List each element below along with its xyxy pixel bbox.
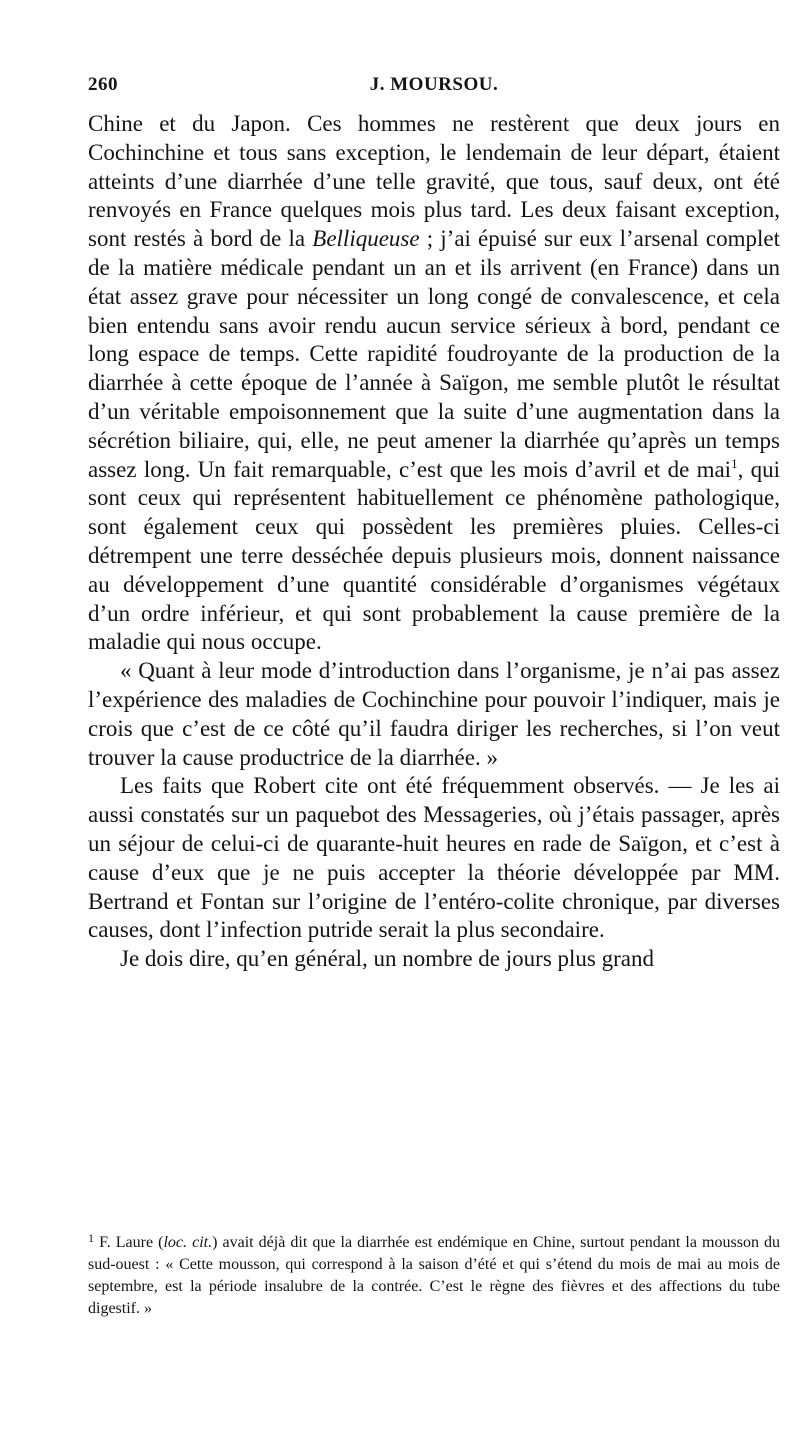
paragraph-3 bbox=[88, 772, 780, 945]
text-segment: Chine et du Japon. Ces hommes ne restèrent que deux jours en Cochinchine et tous sans exception, le lendemain de leur départ, étaient atteints d’une diarrhée d’une telle gravité, que tous, sauf deux, ont été renvoyés en France quelques mois plus tard. Les deux faisant exception, sont restés à bord de la bbox=[88, 111, 780, 252]
footnote-text: F. Laure ( bbox=[94, 1234, 164, 1251]
text-segment: Les faits que Robert cite ont été fréquemment observés. — Je les ai aussi constatés sur un paquebot des Messageries, où j’étais passager, après un séjour de celui-ci de quarante-huit heures en rade de Saïgon, et c’est à cause d’eux que je ne puis accepter la théorie développée par MM. Bertrand et Fontan sur l’origine de l’entéro-colite chronique, par diverses causes, dont l’infection putride serait la plus secondaire. bbox=[88, 773, 780, 943]
text-segment: , qui sont ceux qui représentent habituellement ce phénomène pathologique, sont également ceux qui possèdent les premières pluies. Celles-ci détrempent une terre desséchée depuis plusieurs mois, donnent naissance au développement d’une quantité considérable d’organismes végétaux d’un ordre inférieur, et qui sont probablement la cause première de la maladie qui nous occupe. bbox=[88, 456, 781, 655]
ship-name: Belliqueuse bbox=[312, 226, 420, 252]
text-segment: Je dois dire, qu’en général, un nombre de jours plus grand bbox=[120, 946, 654, 972]
footnote-marker: 1 bbox=[88, 1231, 94, 1245]
running-title: J. MOURSOU. bbox=[369, 74, 499, 95]
footnote-citation: loc. cit. bbox=[163, 1234, 213, 1251]
paragraph-1 bbox=[88, 110, 780, 657]
paragraph-2 bbox=[88, 657, 780, 772]
footnote bbox=[88, 1232, 780, 1320]
body-text bbox=[88, 110, 780, 974]
text-segment: « Quant à leur mode d’introduction dans l’organisme, je n’ai pas assez l’expérience des maladies de Cochinchine pour pouvoir l’indiquer, mais je crois que c’est de ce côté qu’il faudra diriger les recherches, si l’on veut trouver la cause productrice de la diarrhée. » bbox=[88, 658, 780, 770]
page-header bbox=[88, 74, 780, 104]
text-segment: ; j’ai épuisé sur eux l’arsenal complet de la matière médicale pendant un an et ils arrivent (en France) dans un état assez grave pour nécessiter un long congé de convalescence, et cela bien entendu sans avoir rendu aucun service sérieux à bord, pendant ce long espace de temps. Cette rapidité foudroyante de la production de la diarrhée à cette époque de l’année à Saïgon, me semble plutôt le résultat d’un véritable empoisonnement que la suite d’une augmentation dans la sécrétion biliaire, qui, elle, ne peut amener la diarrhée qu’après un temps assez long. Un fait remarquable, c’est que les mois d’avril et de mai bbox=[88, 226, 780, 482]
paragraph-4 bbox=[88, 945, 780, 974]
footnote-reference[interactable]: 1 bbox=[731, 455, 738, 471]
page-number: 260 bbox=[88, 74, 118, 95]
footnote-text: ) avait déjà dit que la diarrhée est endémique en Chine, surtout pendant la mousson du sud-ouest : « Cette mousson, qui correspond à la saison d’été et qui s’étend du mois de mai au mois de septembre, est la période insalubre de la contrée. C’est le règne des fièvres et des affections du tube digestif. » bbox=[88, 1234, 781, 1317]
